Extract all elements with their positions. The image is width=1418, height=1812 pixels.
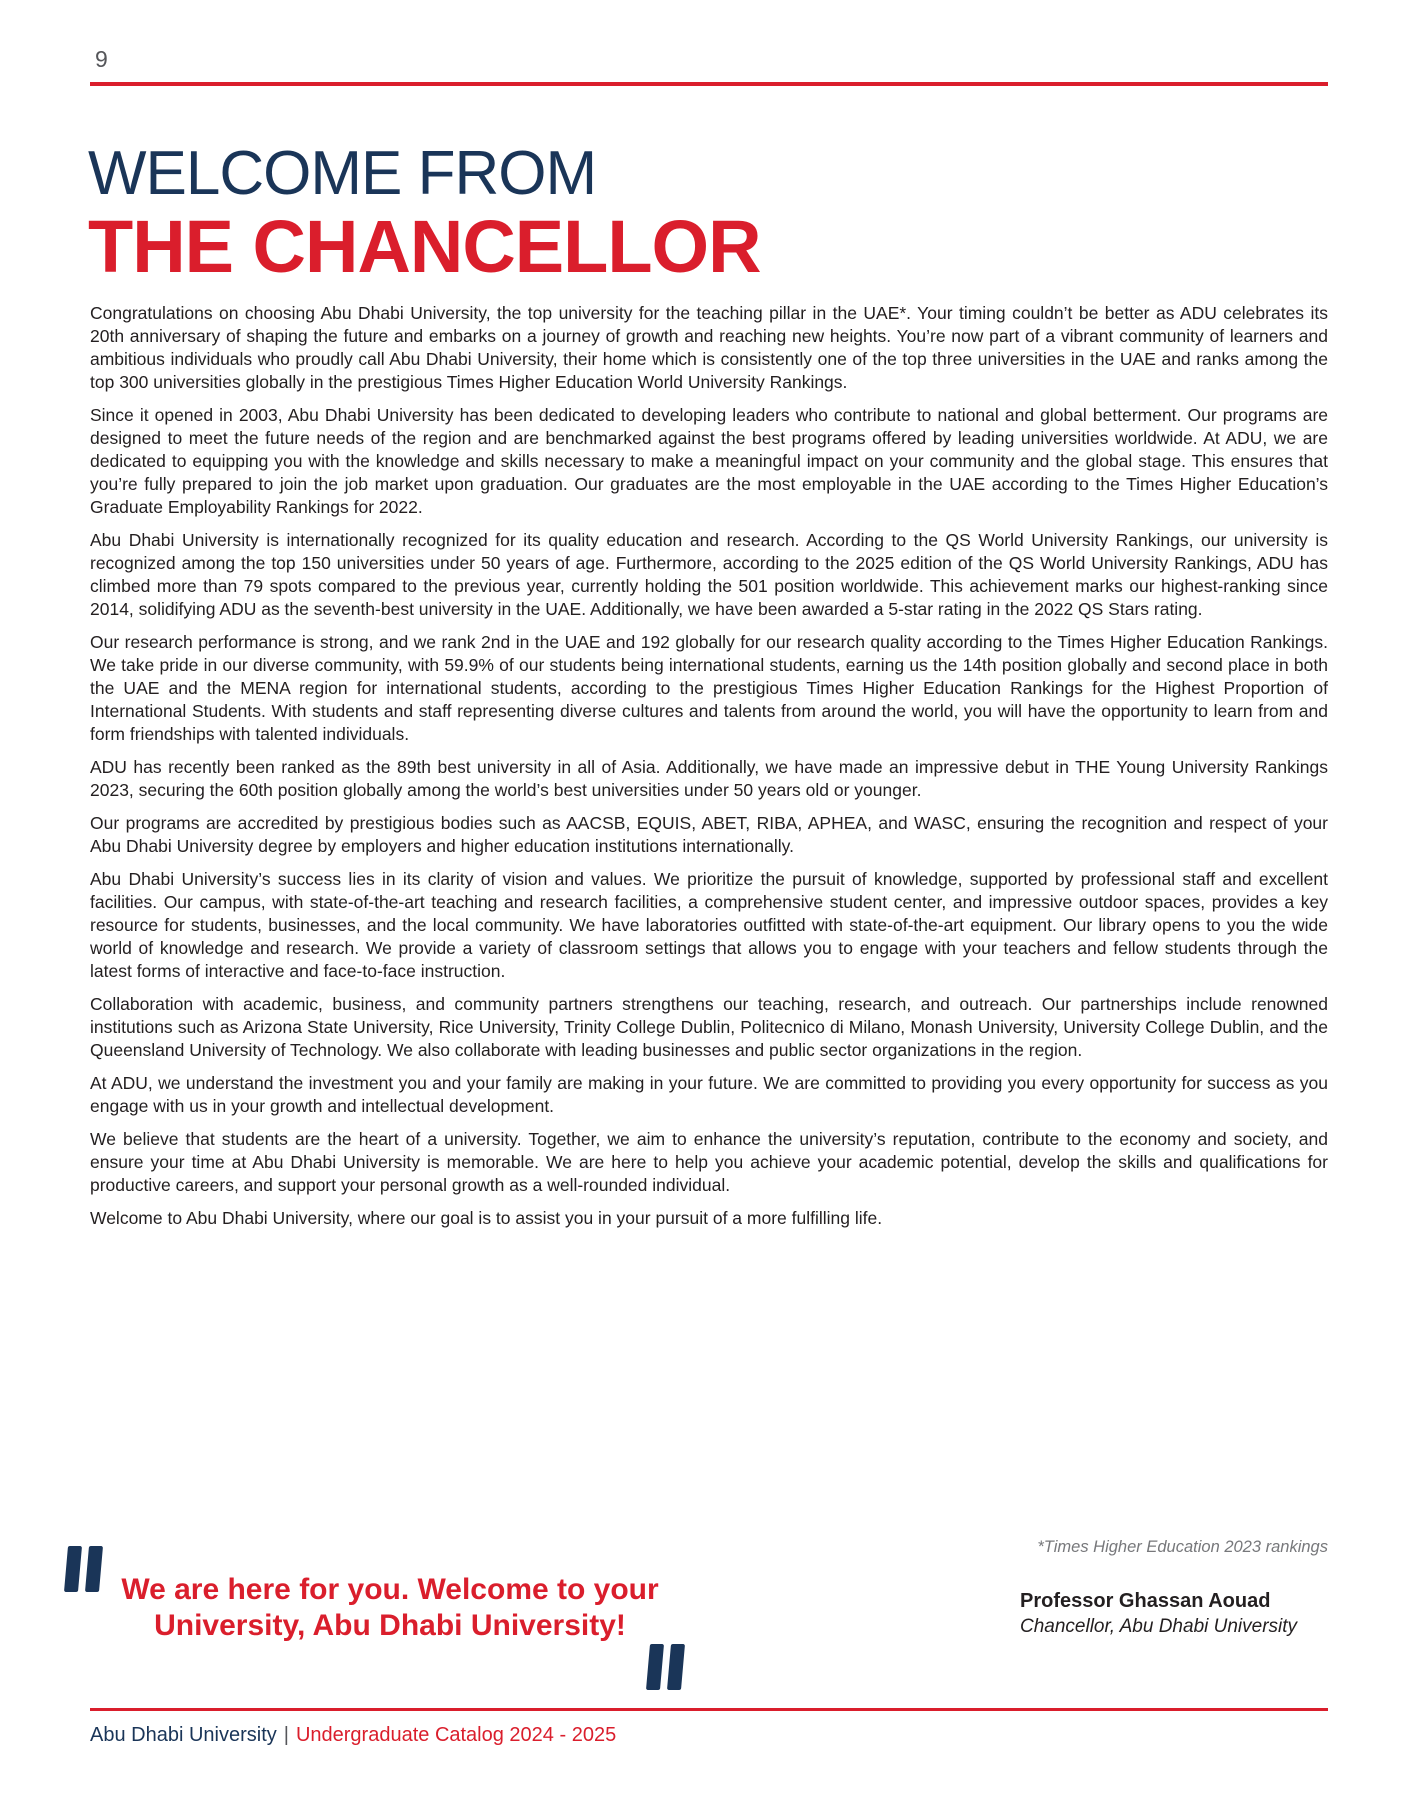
letter-paragraph: Congratulations on choosing Abu Dhabi University, the top university for the teaching pillar in the UAE*. Your timing couldn’t be better as ADU celebrates its 20th anniversary of shaping the future and embarks on a journey of growth and reaching new heights. You’re now part of a vibrant community of learners and ambitious individuals who proudly call Abu Dhabi University, their home which is consistently one of the top three universities in the UAE and ranks among the top 300 universities globally in the prestigious Times Higher Education World University Rankings. <box>90 303 1328 392</box>
letter-paragraph: We believe that students are the heart of a university. Together, we aim to enhance the university’s reputation, contribute to the economy and society, and ensure your time at Abu Dhabi University is memorable. We are here to help you achieve your academic potential, develop the skills and qualifications for productive careers, and support your personal growth as a well-rounded individual. <box>90 1129 1328 1195</box>
page-number: 9 <box>95 46 108 72</box>
top-rule-divider <box>90 82 1328 86</box>
letter-paragraph: Welcome to Abu Dhabi University, where our goal is to assist you in your pursuit of a more fulfilling life. <box>90 1208 883 1228</box>
letter-paragraph: Our research performance is strong, and we rank 2nd in the UAE and 192 globally for our research quality according to the Times Higher Education Rankings. We take pride in our diverse community, with 59.9% of our students being international students, earning us the 14th position globally and second place in both the UAE and the MENA region for international students, according to the prestigious Times Higher Education Rankings for the Highest Proportion of International Students. With students and staff representing diverse cultures and talents from around the world, you will have the opportunity to learn from and form friendships with talented individuals. <box>90 632 1328 744</box>
close-quote-icon <box>648 1644 683 1690</box>
footer-separator: | <box>283 1724 289 1746</box>
pull-quote <box>90 1572 690 1644</box>
letter-paragraph: Since it opened in 2003, Abu Dhabi University has been dedicated to developing leaders who contribute to national and global betterment. Our programs are designed to meet the future needs of the region and are benchmarked against the best programs offered by leading universities worldwide. At ADU, we are dedicated to equipping you with the knowledge and skills necessary to make a meaningful impact on your community and the global stage. This ensures that you’re fully prepared to join the job market upon graduation. Our graduates are the most employable in the UAE according to the Times Higher Education’s Graduate Employability Rankings for 2022. <box>90 405 1328 517</box>
bottom-rule-divider <box>90 1708 1328 1711</box>
page-title-line1: WELCOME FROM <box>88 139 597 208</box>
letter-paragraph: Abu Dhabi University’s success lies in its clarity of vision and values. We prioritize the pursuit of knowledge, supported by professional staff and excellent facilities. Our campus, with state-of-the-art teaching and research facilities, a comprehensive student center, and impressive outdoor spaces, provides a key resource for students, businesses, and the local community. We have laboratories outfitted with state-of-the-art equipment. Our library opens to you the wide world of knowledge and research. We provide a variety of classroom settings that allows you to engage with your teachers and fellow students through the latest forms of interactive and face-to-face instruction. <box>90 869 1328 981</box>
letter-paragraph: Abu Dhabi University is internationally recognized for its quality education and research. According to the QS World University Rankings, our university is recognized among the top 150 universities under 50 years of age. Furthermore, according to the 2025 edition of the QS World University Rankings, ADU has climbed more than 79 spots compared to the previous year, currently holding the 501 position worldwide. This achievement marks our highest-ranking since 2014, solidifying ADU as the seventh-best university in the UAE. Additionally, we have been awarded a 5-star rating in the 2022 QS Stars rating. <box>90 530 1328 619</box>
letter-paragraph: ADU has recently been ranked as the 89th best university in all of Asia. Additionally, we have made an impressive debut in THE Young University Rankings 2023, securing the 60th position globally among the world’s best universities under 50 years old or younger. <box>90 757 1328 800</box>
letter-paragraph: At ADU, we understand the investment you and your family are making in your future. We are committed to providing you every opportunity for success as you engage with us in your growth and intellectual development. <box>90 1073 1328 1116</box>
pull-quote-line1: We are here for you. Welcome to your <box>121 1573 659 1606</box>
letter-paragraph: Our programs are accredited by prestigious bodies such as AACSB, EQUIS, ABET, RIBA, APHEA, and WASC, ensuring the recognition and respect of your Abu Dhabi University degree by employers and higher education institutions internationally. <box>90 813 1328 856</box>
footer-catalog-title: Undergraduate Catalog 2024 - 2025 <box>295 1724 617 1746</box>
page-footer <box>90 1724 616 1747</box>
signature-title: Chancellor, Abu Dhabi University <box>1020 1616 1298 1637</box>
letter-paragraph: Collaboration with academic, business, and community partners strengthens our teaching, research, and outreach. Our partnerships include renowned institutions such as Arizona State University, Rice University, Trinity College Dublin, Politecnico di Milano, Monash University, University College Dublin, and the Queensland University of Technology. We also collaborate with leading businesses and public sector organizations in the region. <box>90 994 1328 1060</box>
signature-block <box>1020 1588 1297 1639</box>
pull-quote-line2: University, Abu Dhabi University! <box>154 1609 626 1642</box>
signature-name: Professor Ghassan Aouad <box>1020 1590 1271 1612</box>
chancellor-letter-body <box>90 302 1328 1240</box>
page-title-line2: THE CHANCELLOR <box>88 205 761 288</box>
footer-university-name: Abu Dhabi University <box>90 1724 277 1746</box>
rankings-footnote: *Times Higher Education 2023 rankings <box>1037 1538 1328 1556</box>
